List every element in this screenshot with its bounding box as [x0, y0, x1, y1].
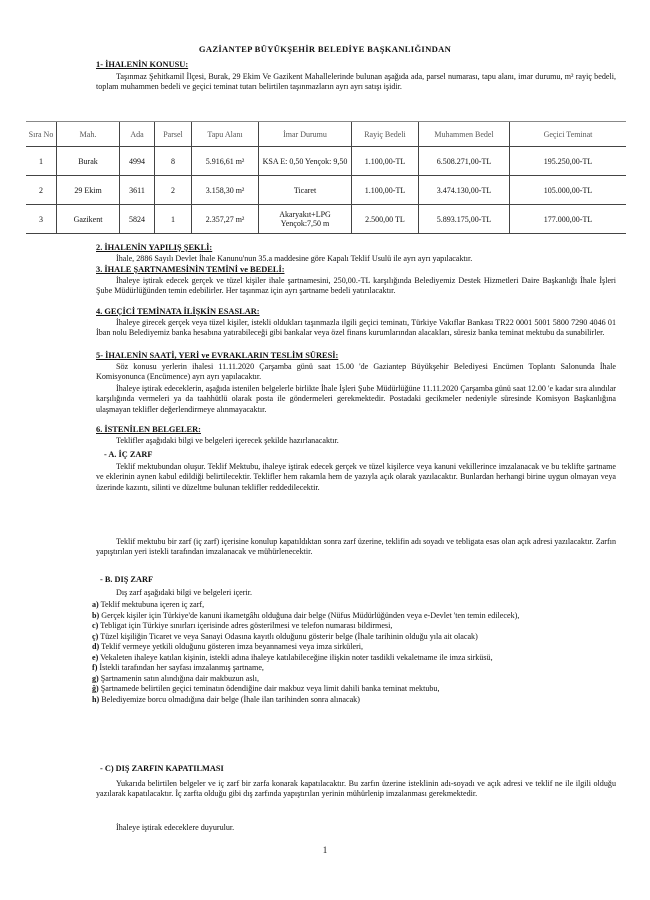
cell: 3.474.130,00-TL — [419, 176, 510, 205]
cell: Burak — [57, 147, 120, 176]
cell: 3.158,30 m² — [192, 176, 259, 205]
col-rayic-bedeli: Rayiç Bedeli — [352, 122, 419, 147]
section-1-title: 1- İHALENİN KONUSU: — [96, 60, 189, 69]
document-header: GAZİANTEP BÜYÜKŞEHİR BELEDİYE BAŞKANLIĞINDAN — [198, 44, 452, 54]
col-imar-durumu: İmar Durumu — [259, 122, 352, 147]
section-3-text: İhaleye iştirak edecek gerçek ve tüzel kişiler ihale şartnamesini, 250,00.-TL karşılığında Belediyemiz Destek Hizmetleri Daire Başkanlığı İhale İşleri Şube Müdürlüğünden temin edebilirler. Her taşınmaz için ayrı şartname bedeli yatırılacaktır. — [96, 276, 616, 296]
col-parsel: Parsel — [155, 122, 192, 147]
cell: 5.893.175,00-TL — [419, 205, 510, 234]
section-4-title: 4. GEÇİCİ TEMİNATA İLİŞKİN ESASLAR: — [96, 307, 260, 316]
section-5-title: 5- İHALENİN SAATİ, YERİ ve EVRAKLARIN TESLİM SÜRESİ: — [96, 351, 339, 360]
cell: 195.250,00-TL — [510, 147, 627, 176]
col-mahalle: Mah. — [57, 122, 120, 147]
closing-statement: İhaleye iştirak edeceklere duyurulur. — [116, 823, 235, 832]
cell: 8 — [155, 147, 192, 176]
section-1-text: Taşınmaz Şehitkamil İlçesi, Burak, 29 Ekim Ve Gazikent Mahallelerinde bulunan aşağıda ada, parsel numarası, tapu alanı, imar durumu, m² rayiç bedeli, toplam muhammen bedeli ve geçici teminat tutarı belirtilen taşınmazların ayrı ayrı satışı işidir. — [96, 72, 616, 92]
list-item: ğ) Şartnamede belirtilen geçici teminatın ödendiğine dair makbuz veya limit dahili banka teminat mektubu, — [92, 684, 440, 693]
outer-envelope-closing-text: Yukarıda belirtilen belgeler ve iç zarf bir zarfa konarak kapatılacaktır. Bu zarfın üzerine isteklinin adı-soyadı ve açık adresi ve teklif ne ile ilgili olduğu yazılarak kapatılacaktır. İç zarfta olduğu gibi dış zarfında yapıştırılan yerinin mühürlenip imzalanması gerekmektedir. — [96, 779, 616, 799]
list-item: ç) Tüzel kişiliğin Ticaret ve veya Sanayi Odasına kayıtlı olduğunu gösterir belge (İhale tarihinin olduğu yıla ait olacak) — [92, 631, 478, 641]
cell: KSA E: 0,50 Yençok: 9,50 — [259, 147, 352, 176]
list-item: d) Teklif vermeye yetkili olduğunu gösteren imza beyannamesi veya imza sirküleri, — [92, 642, 364, 651]
property-table — [26, 121, 626, 234]
inner-envelope-title: - A. İÇ ZARF — [104, 450, 153, 459]
section-5-text-1: Söz konusu yerlerin ihalesi 11.11.2020 Çarşamba günü saat 15.00 'de Gaziantep Büyükşehir Belediyesi Encümen Toplantı Salonunda İhale Komisyonunca (Encümence) ayrı ayrı yapılacaktır. — [96, 362, 616, 382]
list-item: g) Şartnamenin satın alındığına dair makbuzun aslı, — [92, 673, 260, 683]
cell: 6.508.271,00-TL — [419, 147, 510, 176]
section-2-text: İhale, 2886 Sayılı Devlet İhale Kanunu'nun 35.a maddesine göre Kapalı Teklif Usulü ile ayrı ayrı yapılacaktır. — [116, 254, 473, 263]
list-item: f) İstekli tarafından her sayfası imzalanmış şartname, — [92, 663, 264, 672]
section-3-title: 3. İHALE ŞARTNAMESİNİN TEMİNİ ve BEDELİ: — [96, 265, 285, 274]
table-row — [26, 147, 626, 176]
inner-envelope-text-1: Teklif mektubundan oluşur. Teklif Mektubu, ihaleye iştirak edecek gerçek ve tüzel kişilerce veya kanuni vekillerince imzalanacak ve bu teklifte şartname ve eklerinin aynen kabul edildiği belirtilecektir. Teklifler hem rakamla hem de yazıyla açık olarak yazılacaktır. Bunlardan herhangi birine uygun olmayan veya üzerinde kazıntı, silinti ve düzeltme bulunan teklifler reddedilecektir. — [96, 462, 616, 492]
inner-envelope-text-2: Teklif mektubu bir zarf (iç zarf) içerisine konulup kapatıldıktan sonra zarf üzerine, teklifin adı soyadı ve tebligata esas olan açık adresi yazılacaktır. Zarfın yapıştırılan yeri istekli tarafından imzalanacak ve mühürlenecektir. — [96, 537, 616, 557]
section-6-title: 6. İSTENİLEN BELGELER: — [96, 425, 201, 434]
cell: Ticaret — [259, 176, 352, 205]
outer-envelope-intro: Dış zarf aşağıdaki bilgi ve belgeleri içerir. — [116, 588, 252, 597]
cell: 29 Ekim — [57, 176, 120, 205]
cell: 105.000,00-TL — [510, 176, 627, 205]
list-item: a) Teklif mektubuna içeren iç zarf, — [92, 600, 205, 609]
cell: 3611 — [120, 176, 155, 205]
section-6-intro: Teklifler aşağıdaki bilgi ve belgeleri içerecek şekilde hazırlanacaktır. — [116, 436, 339, 445]
cell: 2.357,27 m² — [192, 205, 259, 234]
cell: 2 — [26, 176, 57, 205]
col-tapu-alani: Tapu Alanı — [192, 122, 259, 147]
col-ada: Ada — [120, 122, 155, 147]
outer-envelope-title: - B. DIŞ ZARF — [100, 575, 154, 584]
cell: Gazikent — [57, 205, 120, 234]
document-list — [92, 600, 622, 705]
cell: Akaryakıt+LPG Yençok:7,50 m — [259, 205, 352, 234]
list-item: h) Belediyemize borcu olmadığına dair belge (İhale ilan tarihinden sonra alınacak) — [92, 694, 360, 704]
col-sira: Sıra No — [26, 122, 57, 147]
table-header-row — [26, 122, 626, 147]
cell: 1.100,00-TL — [352, 176, 419, 205]
cell: 2.500,00 TL — [352, 205, 419, 234]
col-muhammen-bedel: Muhammen Bedel — [419, 122, 510, 147]
list-item: c) Tebligat için Türkiye sınırları içerisinde adres gösterilmesi ve telefon numarası bildirmesi, — [92, 621, 393, 630]
table-row — [26, 205, 626, 234]
cell: 3 — [26, 205, 57, 234]
page-number: 1 — [322, 845, 328, 855]
section-5-text-2: İhaleye iştirak edeceklerin, aşağıda istenilen belgelerle birlikte İhale İşleri Şube Müdürlüğüne 11.11.2020 Çarşamba günü saat 12.00 'e kadar sıra alındılar karşılığında vermeleri ya da taahhütlü olarak posta ile göndermeleri gerekmektedir. Postadaki gecikmeler nedeniyle süresinde Komisyon Başkanlığına ulaşmayan teklifler değerlendirmeye alınmayacaktır. — [96, 384, 616, 414]
outer-envelope-closing-title: - C) DIŞ ZARFIN KAPATILMASI — [100, 764, 224, 773]
cell: 1 — [155, 205, 192, 234]
section-4-text: İhaleye girecek gerçek veya tüzel kişiler, istekli oldukları taşınmazla ilgili geçici teminatı, Türkiye Vakıflar Bankası TR22 0001 5001 5800 7290 4046 01 İban nolu Belediyemiz banka hesabına yatırabileceği gibi bankalar veya özel finans kurumlarından alacakları, süresiz banka teminat mektubu da sunabilirler. — [96, 318, 616, 338]
cell: 2 — [155, 176, 192, 205]
list-item: b) Gerçek kişiler için Türkiye'de kanuni ikametgâhı olduğuna dair belge (Nüfus Müdürlüğünden veya e-Devlet 'ten temin edilecek), — [92, 610, 520, 620]
cell: 4994 — [120, 147, 155, 176]
cell: 5.916,61 m² — [192, 147, 259, 176]
cell: 177.000,00-TL — [510, 205, 627, 234]
cell: 5824 — [120, 205, 155, 234]
cell: 1 — [26, 147, 57, 176]
section-2-title: 2. İHALENİN YAPILIŞ ŞEKLİ: — [96, 243, 213, 252]
table-row — [26, 176, 626, 205]
cell: 1.100,00-TL — [352, 147, 419, 176]
list-item: e) Vekaleten ihaleye katılan kişinin, istekli adına ihaleye katılabileceğine ilişkin noter tasdikli vekaletname ile imza sirküsü, — [92, 652, 493, 662]
col-gecici-teminat: Geçici Teminat — [510, 122, 627, 147]
